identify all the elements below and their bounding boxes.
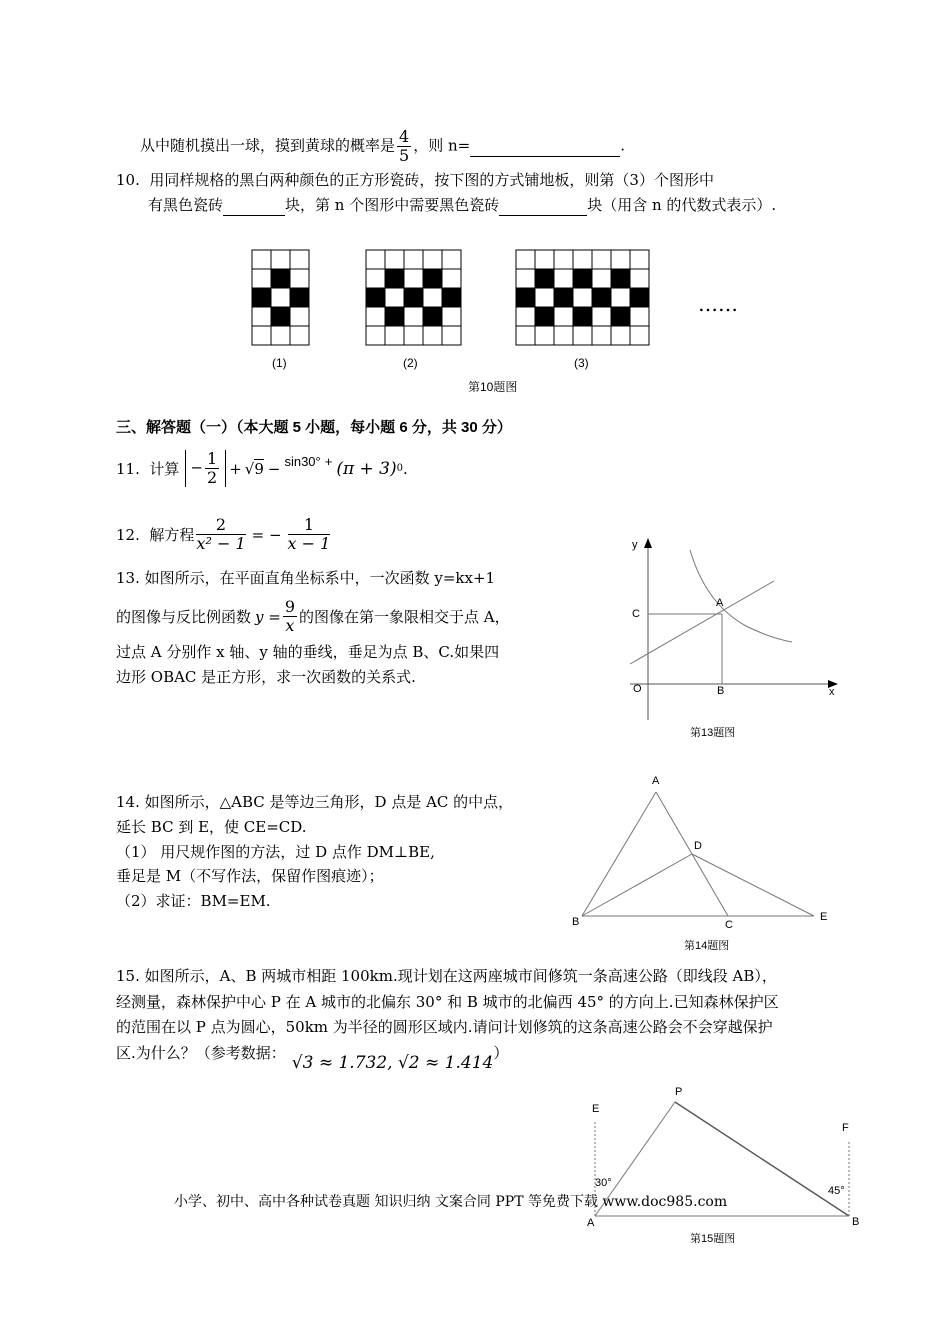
- white-tile: [630, 326, 649, 345]
- q13-frac-num: 9: [284, 597, 296, 616]
- q13-label-o: O: [633, 683, 642, 695]
- q12-rhs-fraction: [288, 516, 331, 553]
- white-tile: [442, 307, 461, 326]
- white-tile: [290, 326, 309, 345]
- black-tile: [535, 307, 554, 326]
- white-tile: [366, 269, 385, 288]
- q11-plus2: +: [324, 453, 333, 469]
- linear-function-line: [630, 581, 774, 664]
- q10-text2b: 块，第 n 个图形中需要黑色瓷砖: [285, 196, 500, 214]
- white-tile: [385, 326, 404, 345]
- white-tile: [592, 250, 611, 269]
- q13-label-y: y: [632, 539, 638, 551]
- q14-line1: 14. 如图所示，△ABC 是等边三角形，D 点是 AC 的中点，: [116, 793, 514, 811]
- white-tile: [573, 250, 592, 269]
- q15-label-a: A: [587, 1217, 595, 1229]
- q9-frac-num: 4: [399, 127, 410, 146]
- q15-line2: 经测量，森林保护中心 P 在 A 城市的北偏东 30° 和 B 城市的北偏西 45° 的方向上.已知森林保护区: [116, 993, 779, 1011]
- black-tile: [366, 288, 385, 307]
- white-tile: [385, 250, 404, 269]
- q15-label-e: E: [592, 1103, 600, 1115]
- white-tile: [611, 250, 630, 269]
- q14-caption: 第14题图: [684, 940, 730, 952]
- q10-fig-label-3: (3): [574, 356, 589, 370]
- q14-figure: [570, 780, 830, 930]
- q15-label-p: P: [675, 1086, 683, 1098]
- white-tile: [554, 307, 573, 326]
- white-tile: [366, 326, 385, 345]
- q10-fig-label-2: (2): [403, 356, 418, 370]
- q9-prefix: 从中随机摸出一球，摸到黄球的概率是: [140, 136, 396, 155]
- q14-line4: 垂足是 M（不写作法，保留作图痕迹）；: [116, 867, 384, 885]
- tile-pattern-1: [252, 250, 309, 345]
- white-tile: [290, 307, 309, 326]
- q12-line: [116, 516, 332, 553]
- white-tile: [516, 307, 535, 326]
- white-tile: [366, 307, 385, 326]
- black-tile: [385, 269, 404, 288]
- black-tile: [404, 288, 423, 307]
- segment-bd: [582, 854, 692, 916]
- black-tile: [290, 288, 309, 307]
- q10-figure: [240, 240, 760, 390]
- q9-frac-den: 5: [399, 146, 410, 165]
- q14-label-c: C: [725, 919, 733, 931]
- white-tile: [290, 269, 309, 288]
- q13-y-eq: y =: [255, 607, 281, 626]
- q11-frac-den: 2: [207, 468, 218, 487]
- q11-sin: sin30°: [284, 453, 321, 469]
- white-tile: [404, 269, 423, 288]
- tile-pattern-3: [516, 250, 649, 345]
- white-tile: [630, 250, 649, 269]
- white-tile: [554, 269, 573, 288]
- white-tile: [516, 269, 535, 288]
- white-tile: [611, 326, 630, 345]
- q11-line: [116, 450, 408, 487]
- q12-equals: = −: [251, 525, 282, 544]
- white-tile: [535, 288, 554, 307]
- q15-angle-b: 45°: [828, 1185, 845, 1197]
- q14-label-e: E: [820, 911, 828, 923]
- q10-number: 10.: [116, 171, 140, 189]
- q11-sqrt: √9: [244, 459, 264, 478]
- q11-plus: +: [229, 459, 242, 478]
- q14-label-d: D: [694, 840, 702, 852]
- white-tile: [404, 307, 423, 326]
- q15-caption: 第15题图: [690, 1233, 736, 1245]
- white-tile: [252, 269, 271, 288]
- q14-line2: 延长 BC 到 E，使 CE=CD.: [116, 818, 307, 836]
- white-tile: [630, 307, 649, 326]
- black-tile: [573, 269, 592, 288]
- q10-blank2[interactable]: [499, 195, 587, 216]
- black-tile: [271, 307, 290, 326]
- white-tile: [535, 326, 554, 345]
- q11-fraction: [205, 450, 219, 487]
- q13-line3: 过点 A 分别作 x 轴、y 轴的垂线，垂足为点 B、C.如果四: [116, 643, 500, 661]
- q10-caption: 第10题图: [468, 380, 518, 394]
- black-tile: [252, 288, 271, 307]
- q13-line2: [116, 598, 510, 635]
- q11-minus: −: [190, 458, 203, 477]
- white-tile: [592, 307, 611, 326]
- q13-label-a: A: [716, 597, 724, 609]
- q13-line4: 边形 OBAC 是正方形，求一次函数的关系式.: [116, 668, 416, 686]
- q10-fig-label-1: (1): [272, 356, 287, 370]
- q12-lhs-num: 2: [196, 516, 245, 535]
- black-tile: [611, 269, 630, 288]
- q12-number: 12.: [116, 525, 140, 544]
- q13-text2a: 的图像与反比例函数: [116, 607, 252, 626]
- black-tile: [516, 288, 535, 307]
- white-tile: [385, 288, 404, 307]
- black-tile: [442, 288, 461, 307]
- q15-line3: 的范围在以 P 点为圆心，50km 为半径的圆形区域内.请问计划修筑的这条高速公路会不会穿越保护: [116, 1018, 773, 1036]
- white-tile: [252, 326, 271, 345]
- q12-label: 解方程: [149, 525, 195, 544]
- white-tile: [611, 288, 630, 307]
- q13-figure: [620, 534, 850, 724]
- q13-caption: 第13题图: [690, 727, 736, 739]
- q11-number: 11.: [116, 459, 140, 478]
- q15-angle-a: 30°: [595, 1177, 612, 1189]
- q15-text4: 区.为什么？（参考数据：: [116, 1044, 286, 1062]
- white-tile: [404, 250, 423, 269]
- white-tile: [252, 307, 271, 326]
- q12-lhs-fraction: [196, 516, 245, 553]
- black-tile: [385, 307, 404, 326]
- white-tile: [271, 326, 290, 345]
- q11-label: 计算: [149, 459, 180, 478]
- q9-suffix: ，则 n=: [413, 136, 471, 155]
- white-tile: [366, 250, 385, 269]
- q14-line3: （1） 用尺规作图的方法，过 D 点作 DM⊥BE,: [116, 843, 435, 861]
- footer-text: 小学、初中、高中各种试卷真题 知识归纳 文案合同 PPT 等免费下载 www.doc985.com: [174, 1194, 728, 1210]
- q15-reference-data: √3 ≈ 1.732, √2 ≈ 1.414: [291, 1053, 494, 1073]
- q10-text2a: 有黑色瓷砖: [148, 196, 224, 214]
- hyperbola-curve: [690, 550, 792, 642]
- white-tile: [592, 269, 611, 288]
- white-tile: [442, 269, 461, 288]
- black-tile: [535, 269, 554, 288]
- side-ab: [582, 792, 656, 916]
- q12-rhs-den: x − 1: [287, 534, 331, 553]
- q14-label-b: B: [572, 916, 580, 928]
- black-tile: [423, 269, 442, 288]
- white-tile: [423, 288, 442, 307]
- q10-text1: 用同样规格的黑白两种颜色的正方形瓷砖，按下图的方式铺地板，则第（3）个图形中: [149, 171, 714, 189]
- q15-line4: [116, 1043, 509, 1073]
- q13-frac-den: x: [285, 616, 295, 635]
- q13-fraction: [283, 598, 297, 635]
- q10-ellipsis: ……: [698, 292, 738, 316]
- white-tile: [516, 326, 535, 345]
- section3-heading: 三、解答题（一）（本大题 5 小题，每小题 6 分，共 30 分）: [116, 419, 512, 436]
- q9-tail-line: [140, 128, 625, 165]
- black-tile: [271, 269, 290, 288]
- q10-blank1[interactable]: [223, 195, 285, 216]
- white-tile: [423, 326, 442, 345]
- white-tile: [573, 288, 592, 307]
- y-axis-arrow: [644, 538, 652, 548]
- q14-line5: （2）求证：BM=EM.: [116, 892, 271, 910]
- black-tile: [592, 288, 611, 307]
- black-tile: [611, 307, 630, 326]
- q11-end: .: [403, 459, 408, 478]
- q13-line1: 13. 如图所示，在平面直角坐标系中，一次函数 y=kx+1: [116, 569, 496, 587]
- white-tile: [252, 250, 271, 269]
- black-tile: [573, 307, 592, 326]
- q9-end: .: [620, 136, 625, 155]
- white-tile: [630, 269, 649, 288]
- q9-answer-blank[interactable]: [470, 136, 620, 157]
- white-tile: [535, 250, 554, 269]
- q15-line1: 15. 如图所示，A、B 两城市相距 100km.现计划在这两座城市间修筑一条高速公路（即线段 AB），: [116, 967, 777, 985]
- white-tile: [554, 250, 573, 269]
- q10-text2c: 块（用含 n 的代数式表示）.: [587, 196, 777, 214]
- white-tile: [423, 250, 442, 269]
- white-tile: [516, 250, 535, 269]
- q10-line1: [116, 170, 714, 190]
- q11-minus2: −: [267, 459, 281, 478]
- white-tile: [573, 326, 592, 345]
- white-tile: [404, 326, 423, 345]
- q15-close: ）: [493, 1044, 509, 1062]
- q10-line2: [148, 195, 776, 216]
- q13-label-x: x: [829, 686, 835, 698]
- q11-abs-value: [185, 450, 226, 487]
- q14-label-a: A: [652, 775, 660, 787]
- black-tile: [554, 288, 573, 307]
- tile-pattern-2: [366, 250, 461, 345]
- q12-rhs-num: 1: [288, 516, 331, 535]
- q13-text2b: 的图像在第一象限相交于点 A，: [299, 607, 510, 626]
- white-tile: [592, 326, 611, 345]
- black-tile: [630, 288, 649, 307]
- q13-label-b: B: [717, 685, 725, 697]
- q11-sqrt-arg: 9: [254, 459, 264, 478]
- white-tile: [442, 326, 461, 345]
- q11-exp: 0: [396, 462, 404, 474]
- white-tile: [290, 250, 309, 269]
- white-tile: [554, 326, 573, 345]
- white-tile: [271, 288, 290, 307]
- black-tile: [423, 307, 442, 326]
- white-tile: [271, 250, 290, 269]
- q13-label-c: C: [632, 608, 640, 620]
- q12-lhs-den: x² − 1: [196, 534, 246, 553]
- q11-frac-num: 1: [207, 449, 218, 468]
- q15-label-f: F: [842, 1122, 849, 1134]
- q9-fraction: [397, 128, 411, 165]
- white-tile: [442, 250, 461, 269]
- q11-paren: (π + 3): [336, 458, 397, 479]
- q15-label-b: B: [852, 1216, 860, 1228]
